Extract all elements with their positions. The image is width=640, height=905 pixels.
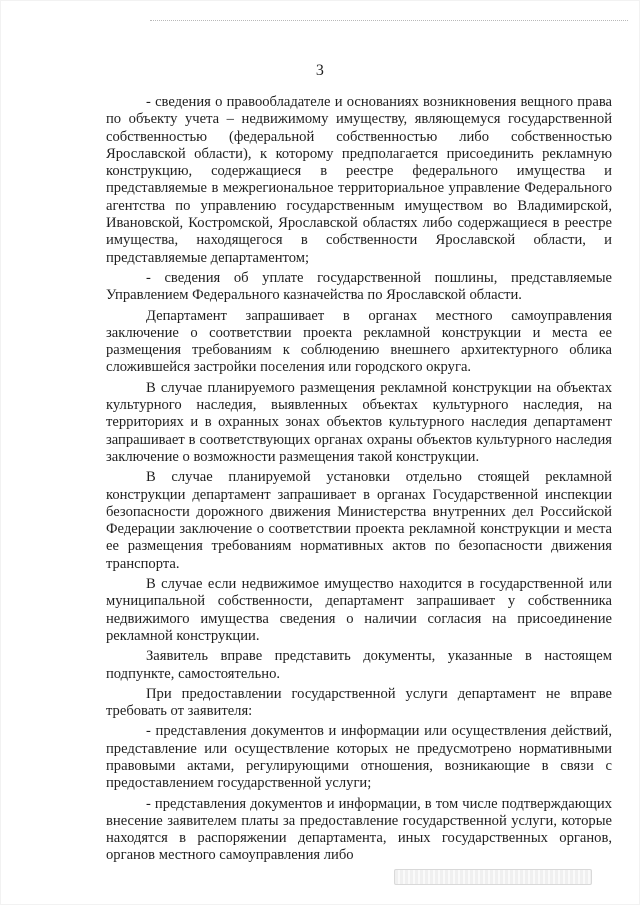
document-body: [106, 94, 612, 868]
paragraph-ownership-info: - сведения о правообладателе и основаниях возникновения вещного права по объекту учета – недвижимому имуществу, являющемуся государственной собственностью (федеральной собственностью либо собственностью Ярославской области), к которому предполагается присоединить рекламную конструкцию, содержащиеся в реестре федерального имущества и представляемые в межрегиональное территориальное управление Федерального агентства по управлению государственным имуществом во Владимирской, Ивановской, Костромской, Ярославской областях либо содержащиеся в реестре имущества, находящегося в собственности Ярославской области, и представляемые департаментом;: [106, 94, 612, 266]
paragraph-applicant-right: Заявитель вправе представить документы, указанные в настоящем подпункте, самостоятельно.: [106, 648, 612, 682]
paragraph-state-property: В случае если недвижимое имущество находится в государственной или муниципальной собственности, департамент запрашивает у собственника недвижимого имущества сведения о наличии согласия на присоединение рекламной конструкции.: [106, 576, 612, 644]
paragraph-traffic-safety: В случае планируемой установки отдельно стоящей рекламной конструкции департамент запрашивает в органах Государственной инспекции безопасности дорожного движения Министерства внутренних дел Российской Федерации заключение о соответствии проекта рекламной конструкции и места ее размещения требованиям нормативных актов по безопасности движения транспорта.: [106, 469, 612, 572]
paragraph-state-fee: - сведения об уплате государственной пошлины, представляемые Управлением Федерального казначейства по Ярославской области.: [106, 269, 612, 304]
paragraph-restriction-actions: - представления документов и информации или осуществления действий, представление или осуществление которых не предусмотрено нормативными правовыми актами, регулирующими отношения, возникающие в связи с предоставлением государственной услуги;: [106, 723, 612, 792]
page-number: 3: [315, 62, 325, 79]
paragraph-cultural-heritage: В случае планируемого размещения рекламной конструкции на объектах культурного наследия, выявленных объектах культурного наследия, на территориях и в охранных зонах объектов культурного наследия департамент запрашивает в соответствующих органах охраны объектов культурного наследия заключение о возможности размещения такой конструкции.: [106, 379, 612, 465]
paragraph-restriction-documents: - представления документов и информации, в том числе подтверждающих внесение заявителем платы за предоставление государственной услуги, которые находятся в распоряжении департамента, иных государственных органов, органов местного самоуправления либо: [106, 795, 612, 864]
paragraph-department-restrictions: При предоставлении государственной услуги департамент не вправе требовать от заявителя:: [106, 685, 612, 720]
scan-top-dotted-rule: [150, 20, 628, 21]
paragraph-local-government-request: Департамент запрашивает в органах местного самоуправления заключение о соответствии проекта рекламной конструкции и места ее размещения требованиям к соблюдению внешнего архитектурного облика сложившейся застройки поселения или городского округа.: [106, 307, 612, 376]
blurred-stamp-mark: [394, 869, 592, 885]
